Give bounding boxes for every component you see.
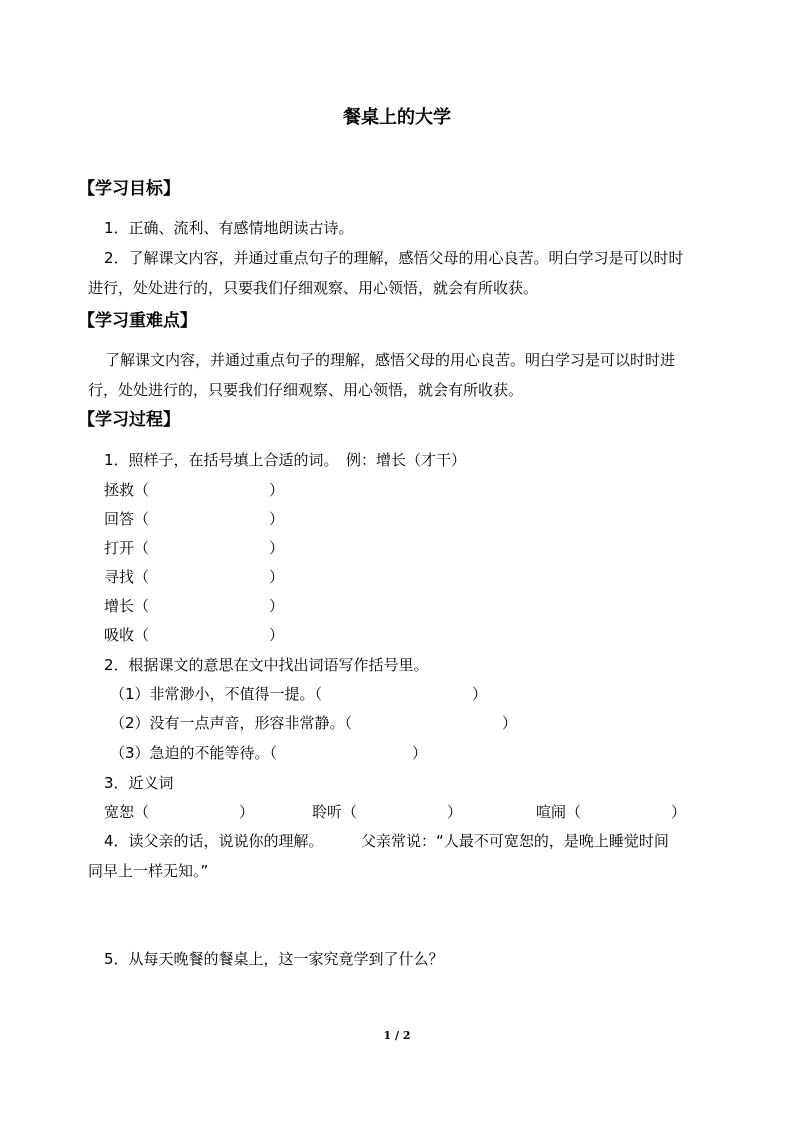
section-heading-key-points: 【学习重难点】 bbox=[78, 311, 197, 331]
question-2: 2．根据课文的意思在文中找出词语写作括号里。 bbox=[104, 656, 429, 674]
question-1: 1．照样子，在括号填上合适的词。 例：增长（才干） bbox=[104, 451, 467, 469]
question-4-line-2: 同早上一样无知。” bbox=[88, 862, 209, 880]
word-blank-5: 增长（ ） bbox=[104, 597, 285, 615]
page-number: 1 / 2 bbox=[383, 1029, 411, 1042]
goal-item-2-line-2: 进行，处处进行的，只要我们仔细观察、用心领悟，就会有所收获。 bbox=[88, 279, 539, 297]
word-blank-2: 回答（ ） bbox=[104, 510, 285, 528]
synonym-blank-3: 喧闹（ ） bbox=[536, 803, 687, 821]
word-blank-4: 寻找（ ） bbox=[104, 568, 285, 586]
question-2-item-3: （3）急迫的不能等待。（ ） bbox=[110, 744, 428, 762]
synonym-blank-1: 宽恕（ ） bbox=[104, 803, 255, 821]
word-blank-1: 拯救（ ） bbox=[104, 481, 285, 499]
key-points-line-1: 了解课文内容，并通过重点句子的理解，感悟父母的用心良苦。明白学习是可以时时进 bbox=[105, 351, 676, 369]
word-blank-3: 打开（ ） bbox=[104, 539, 285, 557]
word-blank-6: 吸收（ ） bbox=[104, 626, 285, 644]
question-2-item-2: （2）没有一点声音，形容非常静。（ ） bbox=[110, 714, 518, 732]
section-heading-goals: 【学习目标】 bbox=[78, 179, 180, 199]
question-5: 5．从每天晚餐的餐桌上，这一家究竟学到了什么？ bbox=[104, 950, 444, 968]
section-heading-process: 【学习过程】 bbox=[78, 410, 180, 430]
page-title: 餐桌上的大学 bbox=[343, 107, 451, 128]
goal-item-1: 1．正确、流利、有感情地朗读古诗。 bbox=[104, 219, 354, 237]
goal-item-2-line-1: 2．了解课文内容，并通过重点句子的理解，感悟父母的用心良苦。明白学习是可以时时 bbox=[104, 249, 684, 267]
question-2-item-1: （1）非常渺小，不值得一提。（ ） bbox=[110, 685, 488, 703]
question-4-line-1: 4．读父亲的话，说说你的理解。 父亲常说：“人最不可宽恕的，是晚上睡觉时间 bbox=[104, 832, 669, 850]
synonym-blank-2: 聆听（ ） bbox=[312, 803, 463, 821]
key-points-line-2: 行，处处进行的，只要我们仔细观察、用心领悟，就会有所收获。 bbox=[88, 381, 524, 399]
question-3: 3．近义词 bbox=[104, 774, 174, 792]
